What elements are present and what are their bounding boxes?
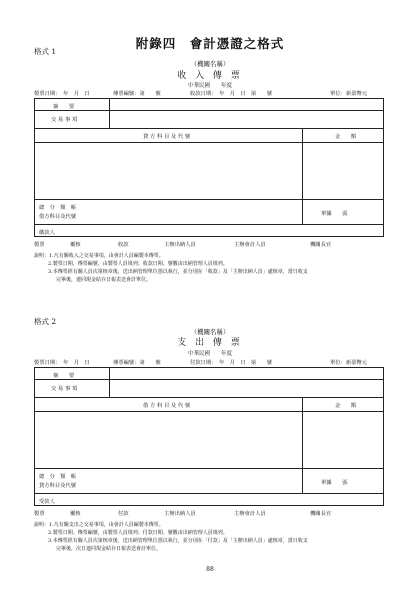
signature-row xyxy=(34,509,384,517)
note-line: 3.本傳票經有關人員次第核章後，送出納管理單位憑以執行，並分別在「收款」及「主辦出納人員」處核章，當日收支 xyxy=(48,269,308,275)
signature-reviewer: 覆核 xyxy=(70,242,81,248)
summary-label: 摘 要 xyxy=(53,373,75,379)
voucher-table xyxy=(34,367,384,506)
voucher-name: 支 出 傳 票 xyxy=(177,338,243,348)
note-line: 2.製票日期，傳票編號，由製票人員填列；收款日期、號數由出納管理人員填列。 xyxy=(48,261,228,267)
notes xyxy=(34,521,308,553)
page-number: 88 xyxy=(206,566,214,573)
format-label: 格式 2 xyxy=(34,317,57,326)
voucher-table xyxy=(34,98,384,237)
note-line: 說明：1.凡有關支出之交易事項，由會計人員編製本傳票。 xyxy=(34,522,164,528)
signature-reviewer: 覆核 xyxy=(70,511,81,517)
voucher-number: 傳票編號：第 號 xyxy=(113,91,161,97)
signature-maker: 製票 xyxy=(34,242,45,248)
signature-chief-accountant: 主辦會計人員 xyxy=(234,511,266,517)
amount-header: 金 額 xyxy=(335,134,357,140)
fiscal-year: 中華民國 年度 xyxy=(187,351,232,357)
transaction-label: 交 易 事 項 xyxy=(51,117,78,123)
org-name: （機關名稱） xyxy=(190,60,230,68)
signature-cashier: 收款 xyxy=(118,242,129,248)
signature-chief-cashier: 主辦出納人員 xyxy=(164,242,196,248)
amount-header: 金 額 xyxy=(335,403,357,409)
signature-head: 機關長官 xyxy=(310,511,332,517)
ledger-label: 總 分 類 帳 xyxy=(39,474,77,480)
payment-date: 付款日期： 年 月 日 第 號 xyxy=(190,360,273,366)
transaction-label: 交 易 事 項 xyxy=(51,386,78,392)
page-title: 附錄四 會計憑證之格式 xyxy=(135,36,285,51)
receipt-date: 收款日期： 年 月 日 第 號 xyxy=(190,91,273,97)
payer-label: 繳款人 xyxy=(39,230,55,236)
voucher-date: 製票日期： 年 月 日 xyxy=(34,91,90,97)
signature-payer: 付款 xyxy=(118,511,129,517)
note-line: 3.本傳票經有關人員次第核章後，送出納管理單位憑以執行，並分別在「付款」及「主辦出納人員」處核章，當日收支 xyxy=(48,538,308,544)
signature-maker: 製票 xyxy=(34,511,45,517)
payee-label: 受款人 xyxy=(39,499,55,505)
voucher-date: 製票日期： 年 月 日 xyxy=(34,360,90,366)
ledger-account-label: 借方科目及代號 xyxy=(39,214,77,220)
note-line: 2.製票日期、傳票編號，由製票人員填列；付款日期、號數由出納管理人員填列。 xyxy=(48,530,228,536)
currency-unit: 單位：新臺幣元 xyxy=(330,91,368,97)
currency-unit: 單位：新臺幣元 xyxy=(330,360,368,366)
attachments-label: 單據 張 xyxy=(321,211,348,217)
attachments-label: 單據 張 xyxy=(321,480,348,486)
ledger-label: 總 分 類 帳 xyxy=(39,205,77,211)
org-name: （機關名稱） xyxy=(190,328,230,336)
signature-row xyxy=(34,240,384,248)
fiscal-year: 中華民國 年度 xyxy=(187,83,232,89)
format-label: 格式 1 xyxy=(34,47,57,56)
voucher-name: 收 入 傳 票 xyxy=(177,71,243,81)
signature-chief-cashier: 主辦出納人員 xyxy=(164,511,196,517)
signature-head: 機關長官 xyxy=(310,242,332,248)
ledger-account-label: 貸方科目及代號 xyxy=(39,483,77,489)
account-header: 貸 方 科 目 及 代 號 xyxy=(143,134,191,140)
notes xyxy=(34,252,308,284)
note-line: 完畢後，次日連同現金結存日報表送會計單位。 xyxy=(56,546,162,552)
note-line: 完畢後，連同現金結存日報表送會計單位。 xyxy=(56,277,152,283)
signature-chief-accountant: 主辦會計人員 xyxy=(234,242,266,248)
voucher-number: 傳票編號：第 號 xyxy=(113,360,161,366)
summary-label: 摘 要 xyxy=(53,104,75,110)
account-header: 借 方 科 目 及 代 號 xyxy=(143,403,191,409)
note-line: 說明：1.凡有關收入之交易事項，由會計人員編製本傳票。 xyxy=(34,253,164,259)
